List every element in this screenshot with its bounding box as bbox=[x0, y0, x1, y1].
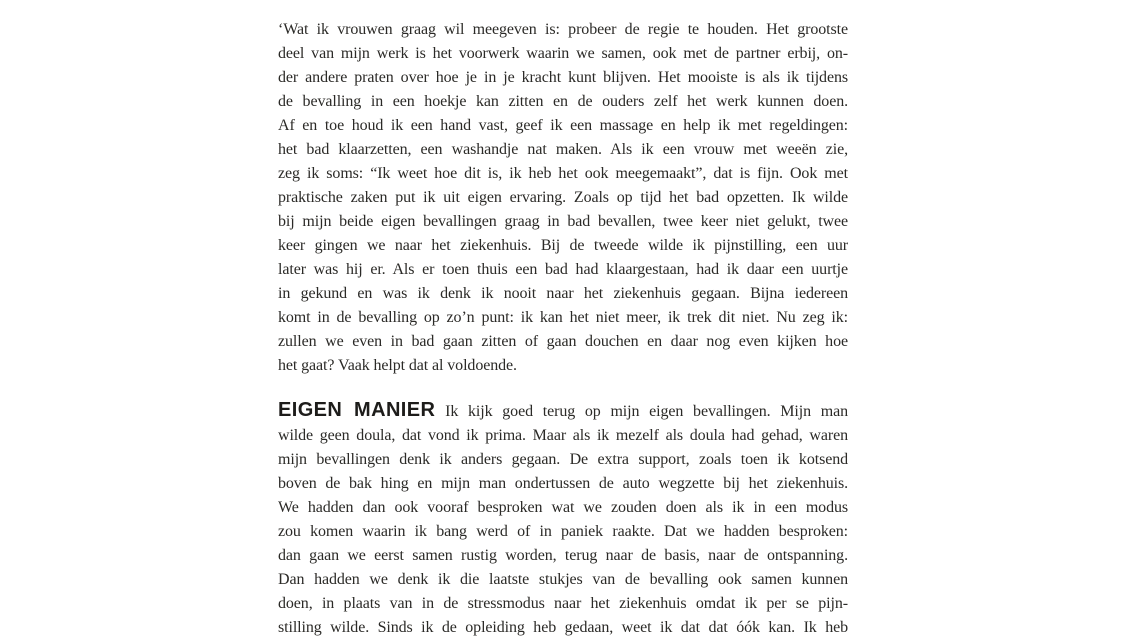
paragraph bbox=[278, 18, 848, 378]
text-line: mijn bevallingen denk ik anders gegaan. De extra support, zoals toen ik kotsend bbox=[278, 451, 848, 468]
text-line: zeg ik soms: “Ik weet hoe dit is, ik heb het ook meegemaakt”, dat is fijn. Ook met bbox=[278, 165, 848, 182]
text-line: dan gaan we eerst samen rustig worden, terug naar de basis, naar de ontspanning. bbox=[278, 547, 848, 564]
text-line: boven de bak hing en mijn man ondertussen de auto wegzette bij het ziekenhuis. bbox=[278, 475, 848, 492]
section-heading: EIGEN MANIER bbox=[278, 399, 436, 421]
paragraph bbox=[278, 400, 848, 640]
text-line: Af en toe houd ik een hand vast, geef ik een massage en help ik met regeldingen: bbox=[278, 117, 848, 134]
text-line: praktische zaken put ik uit eigen ervaring. Zoals op tijd het bad opzetten. Ik wilde bbox=[278, 189, 848, 206]
text-line-content: Ik kijk goed terug op mijn eigen bevallingen. Mijn man bbox=[445, 403, 848, 420]
article-text-column bbox=[278, 18, 848, 640]
text-line: We hadden dan ook vooraf besproken wat we zouden doen als ik in een modus bbox=[278, 499, 848, 516]
text-line: ‘Wat ik vrouwen graag wil meegeven is: probeer de regie te houden. Het grootste bbox=[278, 21, 848, 38]
text-line: stilling wilde. Sinds ik de opleiding heb gedaan, weet ik dat dat óók kan. Ik heb bbox=[278, 619, 848, 636]
text-line: doen, in plaats van in de stressmodus naar het ziekenhuis omdat ik per se pijn- bbox=[278, 595, 848, 612]
text-line: bij mijn beide eigen bevallingen graag in bad bevallen, twee keer niet gelukt, twee bbox=[278, 213, 848, 230]
text-line: deel van mijn werk is het voorwerk waarin we samen, ook met de partner erbij, on- bbox=[278, 45, 848, 62]
text-line: de bevalling in een hoekje kan zitten en de ouders zelf het werk kunnen doen. bbox=[278, 93, 848, 110]
text-line: het bad klaarzetten, een washandje nat maken. Als ik een vrouw met weeën zie, bbox=[278, 141, 848, 158]
text-line: zullen we even in bad gaan zitten of gaan douchen en daar nog even kijken hoe bbox=[278, 333, 848, 350]
text-line: het gaat? Vaak helpt dat al voldoende. bbox=[278, 357, 517, 374]
text-line: in gekund en was ik denk ik nooit naar het ziekenhuis gegaan. Bijna iedereen bbox=[278, 285, 848, 302]
text-line: wilde geen doula, dat vond ik prima. Maar als ik mezelf als doula had gehad, waren bbox=[278, 427, 848, 444]
text-line: zou komen waarin ik bang werd of in paniek raakte. Dat we hadden besproken: bbox=[278, 523, 848, 540]
text-line: later was hij er. Als er toen thuis een bad had klaargestaan, had ik daar een uurtje bbox=[278, 261, 848, 278]
text-line: der andere praten over hoe je in je kracht kunt blijven. Het mooiste is als ik tijdens bbox=[278, 69, 848, 86]
text-line: Dan hadden we denk ik die laatste stukjes van de bevalling ook samen kunnen bbox=[278, 571, 848, 588]
text-line: komt in de bevalling op zo’n punt: ik kan het niet meer, ik trek dit niet. Nu zeg ik: bbox=[278, 309, 848, 326]
text-line bbox=[278, 400, 848, 424]
text-line: keer gingen we naar het ziekenhuis. Bij de tweede wilde ik pijnstilling, een uur bbox=[278, 237, 848, 254]
